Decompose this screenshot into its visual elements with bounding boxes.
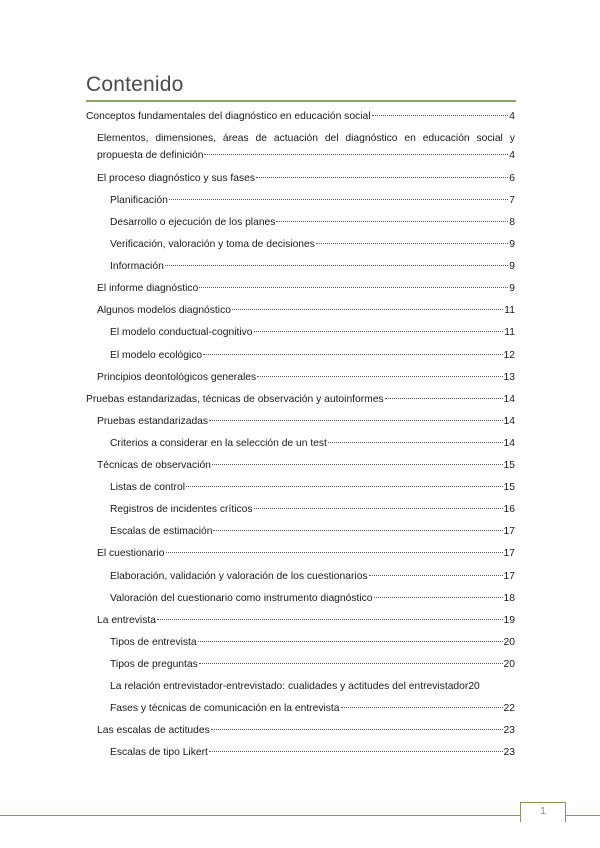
- toc-page-number: 22: [503, 703, 515, 715]
- toc-entry-title: Las escalas de actitudes: [97, 725, 210, 737]
- toc-entry[interactable]: [110, 702, 515, 715]
- toc-leader-dots: [254, 508, 503, 509]
- toc-leader-dots: [212, 464, 503, 465]
- toc-leader-dots: [257, 376, 502, 377]
- toc-entry[interactable]: [110, 326, 515, 339]
- toc-entry[interactable]: [110, 349, 515, 362]
- toc-entry[interactable]: [97, 304, 515, 317]
- toc-page-number: 8: [509, 216, 515, 228]
- toc-word: del: [324, 133, 339, 145]
- toc-page-number: 9: [509, 283, 515, 295]
- toc-entry-title: Información: [110, 261, 164, 273]
- toc-entry[interactable]: [110, 658, 515, 671]
- toc-leader-dots: [232, 309, 503, 310]
- toc-entry-title: Escalas de estimación: [110, 526, 213, 538]
- toc-entry[interactable]: [110, 592, 515, 605]
- toc-word: áreas: [222, 133, 249, 145]
- toc-entry-title: Principios deontológicos generales: [97, 371, 257, 383]
- toc-leader-dots: [203, 354, 502, 355]
- toc-entry-title: La entrevista: [97, 614, 156, 626]
- toc-leader-dots: [213, 530, 502, 531]
- toc-leader-dots: [165, 265, 508, 266]
- toc-entry-title: El modelo conductual-cognitivo: [110, 327, 253, 339]
- toc-entry[interactable]: [110, 503, 515, 516]
- toc-page-number: 12: [503, 349, 515, 361]
- toc-word: educación: [422, 133, 470, 145]
- toc-page-number: 20: [503, 636, 515, 648]
- toc-leader-dots: [209, 751, 503, 752]
- toc-page-number: 14: [503, 393, 515, 405]
- toc-leader-dots: [186, 486, 503, 487]
- toc-page-number: 11: [504, 327, 515, 339]
- toc-entry[interactable]: [110, 525, 515, 538]
- toc-entry-title: La relación entrevistador-entrevistado: cualidades y actitudes del entrevistador: [110, 681, 469, 692]
- toc-entry-title: El modelo ecológico: [110, 349, 203, 361]
- toc-entry[interactable]: [86, 110, 515, 123]
- toc-entry-title: Pruebas estandarizadas: [97, 415, 209, 427]
- toc-leader-dots: [169, 199, 508, 200]
- toc-leader-dots: [199, 663, 503, 664]
- toc-entry[interactable]: [110, 216, 515, 229]
- toc-entry[interactable]: [97, 149, 515, 162]
- toc-entry-title: Planificación: [110, 194, 168, 206]
- toc-leader-dots: [199, 287, 508, 288]
- toc-page-number: 16: [503, 504, 515, 516]
- toc-leader-dots: [374, 597, 503, 598]
- toc-entry[interactable]: [110, 194, 515, 207]
- toc-leader-dots: [316, 243, 508, 244]
- toc-entry[interactable]: [97, 724, 515, 737]
- toc-entry[interactable]: [97, 371, 515, 384]
- footer-rule-left: [0, 815, 522, 816]
- toc-entry[interactable]: [97, 459, 515, 472]
- toc-entry-title: Tipos de preguntas: [110, 658, 198, 670]
- toc-entry-title: Algunos modelos diagnóstico: [97, 305, 231, 317]
- toc-page-number: 7: [509, 194, 515, 206]
- toc-word: diagnóstico: [345, 133, 398, 145]
- toc-entry-title: Listas de control: [110, 482, 185, 494]
- toc-page-number: 14: [503, 415, 515, 427]
- toc-entry[interactable]: [86, 393, 515, 406]
- toc-word: dimensiones,: [155, 133, 217, 145]
- toc-entry-title: Valoración del cuestionario como instrumento diagnóstico: [110, 592, 373, 604]
- toc-page-number: 18: [503, 592, 515, 604]
- toc-entry[interactable]: [97, 614, 515, 627]
- toc-entry-title: Desarrollo o ejecución de los planes: [110, 216, 276, 228]
- toc-entry[interactable]: [97, 172, 515, 185]
- toc-entry-title: El cuestionario: [97, 548, 165, 560]
- toc-word: actuación: [273, 133, 318, 145]
- toc-entry[interactable]: [97, 282, 515, 295]
- toc-leader-dots: [211, 729, 503, 730]
- toc-leader-dots: [328, 442, 503, 443]
- toc-page-number: 17: [503, 548, 515, 560]
- toc-leader-dots: [256, 177, 508, 178]
- toc-leader-dots: [204, 154, 508, 155]
- toc-entry[interactable]: [110, 680, 515, 693]
- toc-entry[interactable]: [110, 437, 515, 450]
- toc-entry[interactable]: [110, 636, 515, 649]
- toc-page-number: 4: [509, 111, 515, 122]
- toc-entry-title: El proceso diagnóstico y sus fases: [97, 172, 255, 184]
- toc-page-number: 9: [509, 239, 515, 250]
- toc-page-number: 23: [503, 747, 515, 759]
- toc-page-number: 4: [509, 150, 515, 162]
- toc-entry[interactable]: [110, 238, 515, 251]
- toc-page-number: 6: [509, 172, 515, 184]
- toc-word: social: [476, 133, 503, 145]
- toc-entry[interactable]: [97, 415, 515, 428]
- toc-page-number: 20: [468, 681, 480, 692]
- toc-word: en: [404, 133, 416, 145]
- toc-entry-title: Verificación, valoración y toma de decisiones: [110, 239, 315, 250]
- toc-leader-dots: [198, 641, 503, 642]
- toc-entry-title: Criterios a considerar en la selección de un test: [110, 437, 327, 449]
- toc-page-number: 20: [503, 658, 515, 670]
- toc-entry-title: propuesta de definición: [97, 150, 204, 162]
- page-title: Contenido: [86, 73, 184, 96]
- toc-leader-dots: [157, 619, 503, 620]
- toc-entry-title: Conceptos fundamentales del diagnóstico en educación social: [86, 111, 371, 122]
- toc-leader-dots: [166, 552, 503, 553]
- toc-page-number: 13: [503, 371, 515, 383]
- toc-page-number: 17: [503, 526, 515, 538]
- toc-entry[interactable]: [110, 570, 515, 583]
- toc-leader-dots: [254, 331, 504, 332]
- toc-page-number: 11: [504, 305, 515, 317]
- toc-page-number: 15: [503, 460, 515, 471]
- toc-page-number: 19: [503, 614, 515, 626]
- toc-entry[interactable]: [110, 260, 515, 273]
- page-number: 1: [540, 806, 546, 817]
- toc-entry-title: Escalas de tipo Likert: [110, 747, 208, 759]
- toc-entry-title: Fases y técnicas de comunicación en la entrevista: [110, 703, 340, 715]
- toc-leader-dots: [372, 115, 509, 116]
- toc-entry-title: Elaboración, validación y valoración de los cuestionarios: [110, 570, 368, 582]
- toc-entry-title: Tipos de entrevista: [110, 636, 197, 648]
- toc-entry-title: El informe diagnóstico: [97, 283, 199, 295]
- toc-page-number: 14: [503, 437, 515, 449]
- toc-leader-dots: [341, 707, 503, 708]
- toc-entry[interactable]: [97, 547, 515, 560]
- toc-entry-title: Registros de incidentes críticos: [110, 504, 253, 516]
- toc-page-number: 17: [503, 570, 515, 582]
- title-divider: [86, 100, 516, 102]
- toc-word: y: [509, 133, 515, 145]
- toc-word: Elementos,: [97, 133, 149, 145]
- footer-rule-right: [566, 815, 600, 816]
- toc-entry-title: Pruebas estandarizadas, técnicas de observación y autoinformes: [86, 393, 384, 405]
- toc-leader-dots: [209, 420, 502, 421]
- toc-entry-line1[interactable]: [97, 132, 515, 145]
- toc-leader-dots: [276, 221, 508, 222]
- toc-leader-dots: [369, 575, 503, 576]
- toc-entry-title: Técnicas de observación: [97, 460, 211, 471]
- toc-leader-dots: [385, 398, 503, 399]
- toc-page-number: 15: [503, 482, 515, 494]
- toc-page-number: 9: [509, 261, 515, 273]
- toc-page-number: 23: [503, 725, 515, 737]
- toc-entry[interactable]: [110, 746, 515, 759]
- toc-entry[interactable]: [110, 481, 515, 494]
- toc-word: de: [255, 133, 267, 145]
